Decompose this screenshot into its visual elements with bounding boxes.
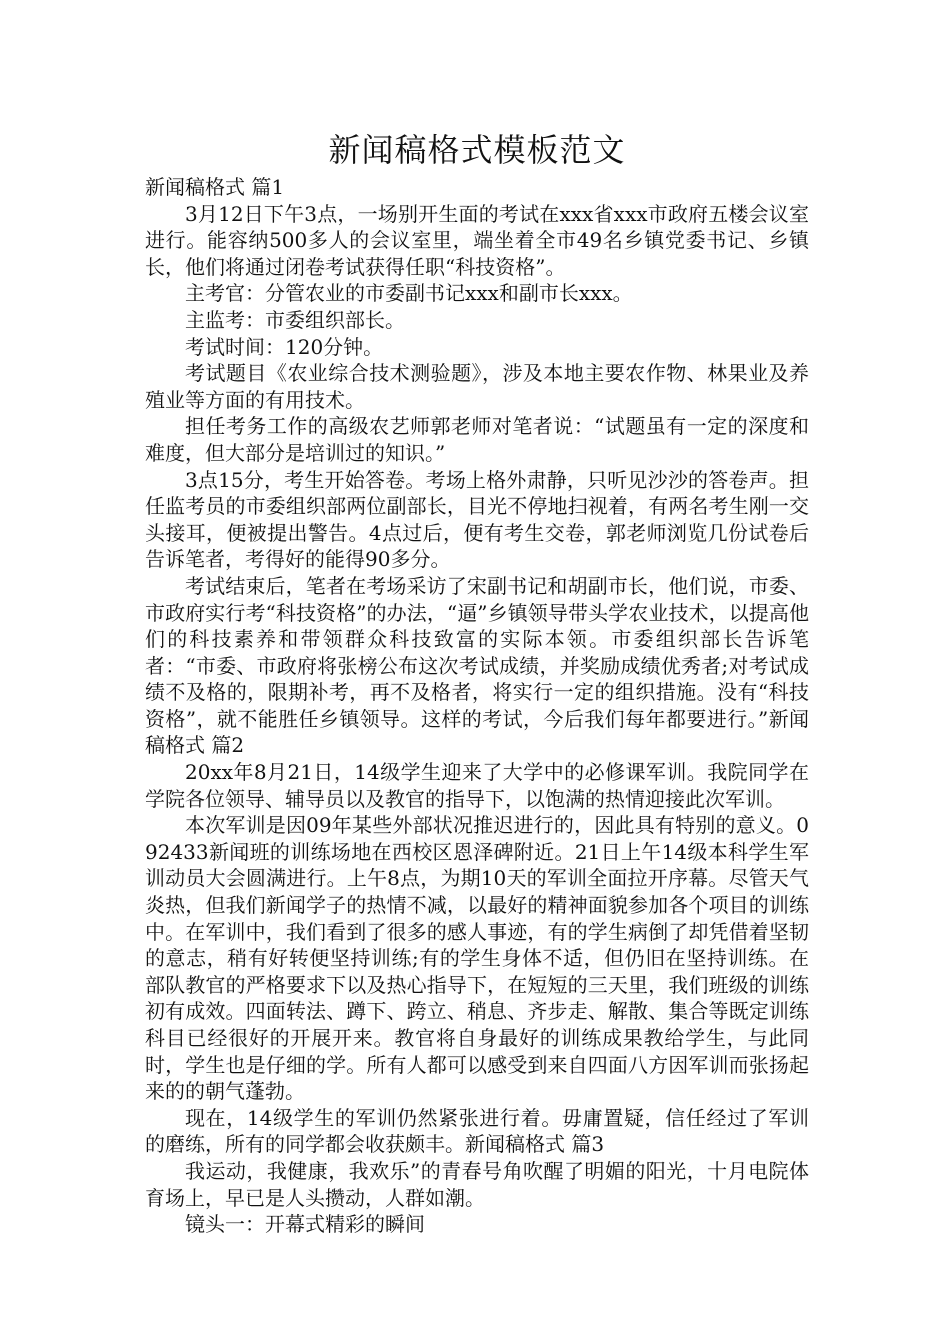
section-heading-1: 新闻稿格式 篇1 — [145, 175, 285, 199]
paragraph: 3点15分，考生开始答卷。考场上格外肃静，只听见沙沙的答卷声。担任监考员的市委组织部两位副部长，目光不停地扫视着，有两名考生刚一交头接耳，便被提出警告。4点过后，便有考生交卷，郭老师浏览几份试卷后告诉笔者，考得好的能得90多分。 — [145, 467, 809, 572]
paragraph: 20xx年8月21日，14级学生迎来了大学中的必修课军训。我院同学在学院各位领导、辅导员以及教官的指导下，以饱满的热情迎接此次军训。 — [145, 760, 809, 811]
paragraph: 3月12日下午3点，一场别开生面的考试在xxx省xxx市政府五楼会议室进行。能容纳500多人的会议室里，端坐着全市49名乡镇党委书记、乡镇长，他们将通过闭卷考试获得任职“科技资格”。 — [145, 201, 809, 279]
paragraph: 主监考：市委组织部长。 — [185, 307, 405, 332]
paragraph: 本次军训是因09年某些外部状况推迟进行的，因此具有特别的意义。092433新闻班的训练场地在西校区恩泽碑附近。21日上午14级本科学生军训动员大会圆满进行。上午8点，为期10天的军训全面拉开序幕。尽管天气炎热，但我们新闻学子的热情不减，以最好的精神面貌参加各个项目的训练中。在军训中，我们看到了很多的感人事迹，有的学生病倒了却凭借着坚韧的意志，稍有好转便坚持训练;有的学生身体不适，但仍旧在坚持训练。在部队教官的严格要求下以及热心指导下，在短短的三天里，我们班级的训练初有成效。四面转法、蹲下、跨立、稍息、齐步走、解散、集合等既定训练科目已经很好的开展开来。教官将自身最好的训练成果教给学生，与此同时，学生也是仔细的学。所有人都可以感受到来自四面八方因军训而张扬起来的的朝气蓬勃。 — [145, 813, 809, 1104]
paragraph — [145, 1105, 809, 1158]
paragraph: 担任考务工作的高级农艺师郭老师对笔者说：“试题虽有一定的深度和难度，但大部分是培训过的知识。” — [145, 414, 809, 465]
paragraph-text: 现在，14级学生的军训仍然紧张进行着。毋庸置疑，信任经过了军训的磨练，所有的同学都会收获颇丰。 — [145, 1105, 809, 1157]
paragraph: 镜头一：开幕式精彩的瞬间 — [185, 1212, 425, 1237]
document-page — [145, 128, 809, 1238]
paragraph: 我运动，我健康，我欢乐”的青春号角吹醒了明媚的阳光，十月电院体育场上，早已是人头攒动，人群如潮。 — [145, 1158, 809, 1210]
paragraph: 考试题目《农业综合技术测验题》，涉及本地主要农作物、林果业及养殖业等方面的有用技术。 — [145, 361, 809, 412]
document-title: 新闻稿格式模板范文 — [328, 131, 626, 169]
paragraph: 主考官：分管农业的市委副书记xxx和副市长xxx。 — [185, 281, 633, 306]
section-heading-2: 新闻稿格式 篇2 — [145, 706, 810, 758]
paragraph-text: 考试结束后，笔者在考场采访了宋副书记和胡副市长，他们说，市委、市政府实行考“科技资格”的办法，“逼”乡镇领导带头学农业技术，以提高他们的科技素养和带领群众科技致富的实际本领。市委组织部长告诉笔者：“市委、市政府将张榜公布这次考试成绩，并奖励成绩优秀者;对考试成绩不及格的，限期补考，再不及格者，将实行一定的组织措施。没有“科技资格”，就不能胜任乡镇领导。这样的考试，今后我们每年都要进行。” — [145, 573, 809, 731]
paragraph — [145, 573, 809, 759]
paragraph: 考试时间：120分钟。 — [185, 334, 384, 359]
section-heading-3: 新闻稿格式 篇3 — [465, 1132, 605, 1157]
